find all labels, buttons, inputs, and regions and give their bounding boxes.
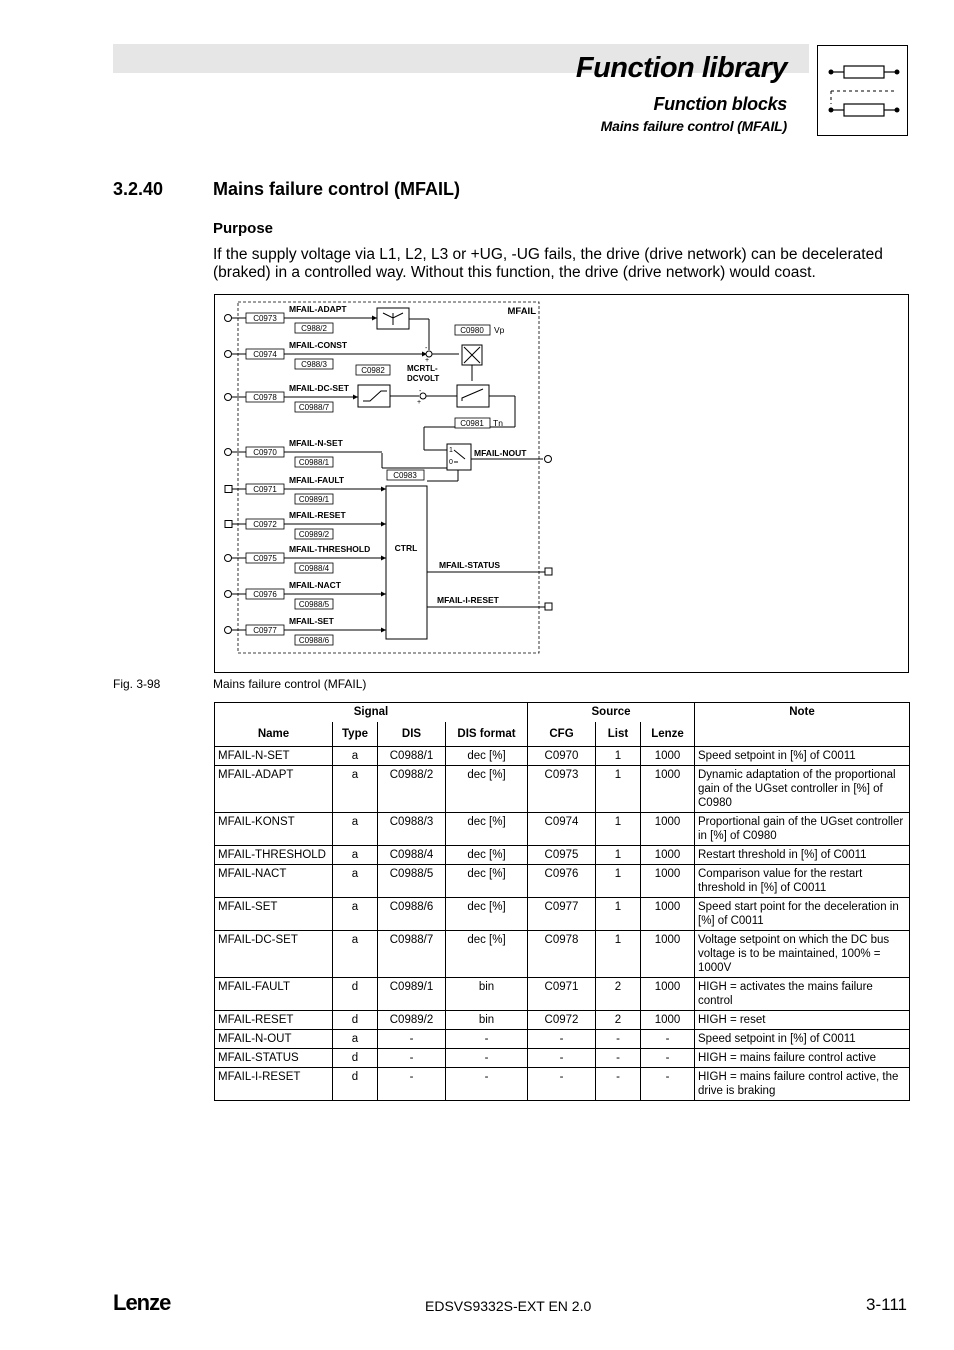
- page-subsubtitle: Mains failure control (MFAIL): [600, 118, 787, 134]
- mcrtl-label: MCRTL-: [407, 364, 438, 373]
- table-cell: bin: [446, 1011, 528, 1030]
- table-cell: 1: [596, 766, 641, 813]
- dcvolt-label: DCVOLT: [407, 374, 440, 383]
- table-cell: 1: [596, 865, 641, 898]
- col-dis: DIS: [378, 722, 446, 747]
- table-cell: -: [446, 1049, 528, 1068]
- table-cell: C0978: [528, 931, 596, 978]
- input-connector: [225, 627, 232, 634]
- table-cell: 1000: [641, 747, 695, 766]
- page-number: 3-111: [866, 1295, 907, 1314]
- table-cell: a: [333, 898, 378, 931]
- input-connector: [225, 591, 232, 598]
- table-cell: -: [528, 1030, 596, 1049]
- col-lenze: Lenze: [641, 722, 695, 747]
- page-subtitle: Function blocks: [653, 94, 787, 114]
- table-cell: -: [596, 1068, 641, 1101]
- table-cell: dec [%]: [446, 813, 528, 846]
- table-row: [215, 865, 910, 898]
- table-cell: -: [641, 1049, 695, 1068]
- input-connector: [225, 351, 232, 358]
- purpose-heading: Purpose: [213, 220, 274, 237]
- ctrl-label: CTRL: [394, 543, 418, 553]
- table-row: [215, 1011, 910, 1030]
- c0981-label: C0981: [460, 419, 484, 428]
- block-diagram: [214, 294, 909, 673]
- input-connector: [225, 315, 232, 322]
- table-cell: MFAIL-NACT: [215, 865, 333, 898]
- table-cell: MFAIL-N-OUT: [215, 1030, 333, 1049]
- table-cell: a: [333, 747, 378, 766]
- input-name: MFAIL-CONST: [289, 340, 348, 350]
- table-cell: Speed setpoint in [%] of C0011: [695, 747, 910, 766]
- table-cell: MFAIL-THRESHOLD: [215, 846, 333, 865]
- input-name: MFAIL-DC-SET: [289, 383, 349, 393]
- input-dis: C0988/5: [298, 600, 330, 609]
- input-connector: [225, 521, 232, 528]
- table-cell: MFAIL-ADAPT: [215, 766, 333, 813]
- table-cell: C0988/7: [378, 931, 446, 978]
- table-row: [215, 747, 910, 766]
- table-cell: dec [%]: [446, 747, 528, 766]
- table-cell: -: [641, 1030, 695, 1049]
- input-connector: [225, 394, 232, 401]
- tn-label: Tn: [493, 418, 503, 428]
- switch-one: 1: [449, 447, 453, 454]
- table-cell: C0971: [528, 978, 596, 1011]
- table-cell: -: [596, 1030, 641, 1049]
- table-cell: 1: [596, 846, 641, 865]
- input-name: MFAIL-THRESHOLD: [289, 544, 371, 554]
- col-list: List: [596, 722, 641, 747]
- input-dis: C988/3: [301, 360, 327, 369]
- col-cfg: CFG: [528, 722, 596, 747]
- table-cell: MFAIL-RESET: [215, 1011, 333, 1030]
- vp-label: Vp: [494, 325, 505, 335]
- table-cell: C0970: [528, 747, 596, 766]
- table-cell: a: [333, 813, 378, 846]
- col-name: Name: [215, 722, 333, 747]
- table-cell: Restart threshold in [%] of C0011: [695, 846, 910, 865]
- section-number: 3.2.40: [113, 179, 164, 199]
- out-status: MFAIL-STATUS: [439, 560, 501, 570]
- group-note: Note: [695, 703, 910, 747]
- input-dis: C0989/1: [298, 495, 330, 504]
- input-dis: C0988/6: [298, 636, 330, 645]
- table-cell: 1: [596, 931, 641, 978]
- table-cell: 1000: [641, 766, 695, 813]
- table-cell: C0988/6: [378, 898, 446, 931]
- table-cell: MFAIL-DC-SET: [215, 931, 333, 978]
- table-cell: MFAIL-I-RESET: [215, 1068, 333, 1101]
- figure-number: Fig. 3-98: [113, 677, 161, 691]
- table-cell: 1: [596, 898, 641, 931]
- table-cell: C0988/5: [378, 865, 446, 898]
- function-block-icon: [817, 45, 908, 136]
- table-cell: Speed setpoint in [%] of C0011: [695, 1030, 910, 1049]
- table-cell: MFAIL-KONST: [215, 813, 333, 846]
- input-name: MFAIL-RESET: [289, 510, 346, 520]
- table-cell: -: [641, 1068, 695, 1101]
- table-cell: 1000: [641, 813, 695, 846]
- table-cell: Voltage setpoint on which the DC bus voltage is to be maintained, 100% = 1000V: [695, 931, 910, 978]
- table-cell: C0989/1: [378, 978, 446, 1011]
- table-cell: 1000: [641, 865, 695, 898]
- table-cell: dec [%]: [446, 865, 528, 898]
- table-cell: C0976: [528, 865, 596, 898]
- input-connector: [225, 555, 232, 562]
- table-cell: -: [446, 1030, 528, 1049]
- input-dis: C0988/4: [298, 564, 330, 573]
- table-cell: a: [333, 846, 378, 865]
- table-cell: bin: [446, 978, 528, 1011]
- table-row: [215, 813, 910, 846]
- sign-plus-2: +: [417, 399, 422, 406]
- table-cell: 1: [596, 747, 641, 766]
- input-dis: C0988/1: [298, 458, 330, 467]
- sign-plus-1: +: [425, 357, 430, 364]
- table-cell: 1000: [641, 1011, 695, 1030]
- input-name: MFAIL-N-SET: [289, 438, 343, 448]
- out-nout: MFAIL-NOUT: [474, 448, 527, 458]
- input-name: MFAIL-ADAPT: [289, 304, 347, 314]
- input-code: C0974: [253, 350, 277, 359]
- table-cell: a: [333, 865, 378, 898]
- table-row: [215, 898, 910, 931]
- table-cell: 1000: [641, 846, 695, 865]
- table-cell: 1: [596, 813, 641, 846]
- purpose-text: If the supply voltage via L1, L2, L3 or +UG, -UG fails, the drive (drive network) can be decelerated (braked) in a controlled way. Without this function, the drive (drive network) would coast.: [213, 246, 883, 281]
- sign-minus-2: -: [419, 388, 422, 395]
- input-name: MFAIL-FAULT: [289, 475, 345, 485]
- table-row: [215, 1068, 910, 1101]
- table-cell: HIGH = activates the mains failure control: [695, 978, 910, 1011]
- input-dis: C988/2: [301, 324, 327, 333]
- table-cell: 1000: [641, 931, 695, 978]
- out-ireset: MFAIL-I-RESET: [437, 595, 499, 605]
- table-row: [215, 931, 910, 978]
- table-cell: C0988/4: [378, 846, 446, 865]
- table-cell: Speed start point for the deceleration in [%] of C0011: [695, 898, 910, 931]
- input-connector: [225, 449, 232, 456]
- table-cell: -: [378, 1049, 446, 1068]
- c0983-label: C0983: [393, 471, 417, 480]
- table-cell: d: [333, 1068, 378, 1101]
- c0982-label: C0982: [361, 366, 385, 375]
- table-cell: C0989/2: [378, 1011, 446, 1030]
- sign-minus-1: -: [425, 345, 428, 352]
- table-cell: C0977: [528, 898, 596, 931]
- table-cell: d: [333, 978, 378, 1011]
- input-code: C0975: [253, 554, 277, 563]
- table-cell: C0988/3: [378, 813, 446, 846]
- input-code: C0973: [253, 314, 277, 323]
- table-cell: Proportional gain of the UGset controller in [%] of C0980: [695, 813, 910, 846]
- lenze-logo: Lenze: [113, 1290, 171, 1315]
- c0980-label: C0980: [460, 326, 484, 335]
- table-row: [215, 766, 910, 813]
- table-cell: d: [333, 1049, 378, 1068]
- table-cell: MFAIL-FAULT: [215, 978, 333, 1011]
- table-cell: a: [333, 766, 378, 813]
- input-name: MFAIL-SET: [289, 616, 334, 626]
- table-cell: 2: [596, 1011, 641, 1030]
- table-cell: 1000: [641, 978, 695, 1011]
- table-row: [215, 978, 910, 1011]
- section-title: Mains failure control (MFAIL): [213, 179, 461, 199]
- input-code: C0978: [253, 393, 277, 402]
- table-row: [215, 1030, 910, 1049]
- table-cell: HIGH = mains failure control active, the drive is braking: [695, 1068, 910, 1101]
- switch-zero: 0: [449, 459, 453, 466]
- table-cell: Comparison value for the restart threshold in [%] of C0011: [695, 865, 910, 898]
- table-cell: 1000: [641, 898, 695, 931]
- table-row: [215, 1049, 910, 1068]
- table-cell: -: [446, 1068, 528, 1101]
- col-type: Type: [333, 722, 378, 747]
- signal-table: [214, 702, 910, 1101]
- table-cell: dec [%]: [446, 766, 528, 813]
- group-signal: Signal: [215, 703, 528, 723]
- table-cell: MFAIL-SET: [215, 898, 333, 931]
- table-cell: -: [596, 1049, 641, 1068]
- table-cell: -: [528, 1068, 596, 1101]
- block-name: MFAIL: [507, 306, 536, 317]
- table-cell: dec [%]: [446, 898, 528, 931]
- table-cell: a: [333, 1030, 378, 1049]
- table-cell: -: [528, 1049, 596, 1068]
- table-cell: C0975: [528, 846, 596, 865]
- input-connector: [225, 486, 232, 493]
- table-cell: C0988/1: [378, 747, 446, 766]
- page-title: Function library: [575, 52, 787, 84]
- table-cell: MFAIL-STATUS: [215, 1049, 333, 1068]
- table-cell: -: [378, 1068, 446, 1101]
- input-code: C0970: [253, 448, 277, 457]
- table-cell: C0988/2: [378, 766, 446, 813]
- table-cell: HIGH = reset: [695, 1011, 910, 1030]
- input-dis: C0988/7: [298, 403, 330, 412]
- table-cell: C0973: [528, 766, 596, 813]
- input-dis: C0989/2: [298, 530, 330, 539]
- table-cell: dec [%]: [446, 846, 528, 865]
- doc-id: EDSVS9332S-EXT EN 2.0: [425, 1298, 592, 1314]
- table-cell: -: [378, 1030, 446, 1049]
- table-cell: a: [333, 931, 378, 978]
- input-name: MFAIL-NACT: [289, 580, 341, 590]
- group-source: Source: [528, 703, 695, 723]
- input-code: C0972: [253, 520, 277, 529]
- table-cell: Dynamic adaptation of the proportional gain of the UGset controller in [%] of C0980: [695, 766, 910, 813]
- table-row: [215, 846, 910, 865]
- input-code: C0976: [253, 590, 277, 599]
- table-cell: 2: [596, 978, 641, 1011]
- table-cell: MFAIL-N-SET: [215, 747, 333, 766]
- table-cell: dec [%]: [446, 931, 528, 978]
- table-cell: C0974: [528, 813, 596, 846]
- table-cell: HIGH = mains failure control active: [695, 1049, 910, 1068]
- input-code: C0971: [253, 485, 277, 494]
- col-dis-format: DIS format: [446, 722, 528, 747]
- figure-caption: Mains failure control (MFAIL): [213, 677, 367, 691]
- input-code: C0977: [253, 626, 277, 635]
- table-cell: d: [333, 1011, 378, 1030]
- table-cell: C0972: [528, 1011, 596, 1030]
